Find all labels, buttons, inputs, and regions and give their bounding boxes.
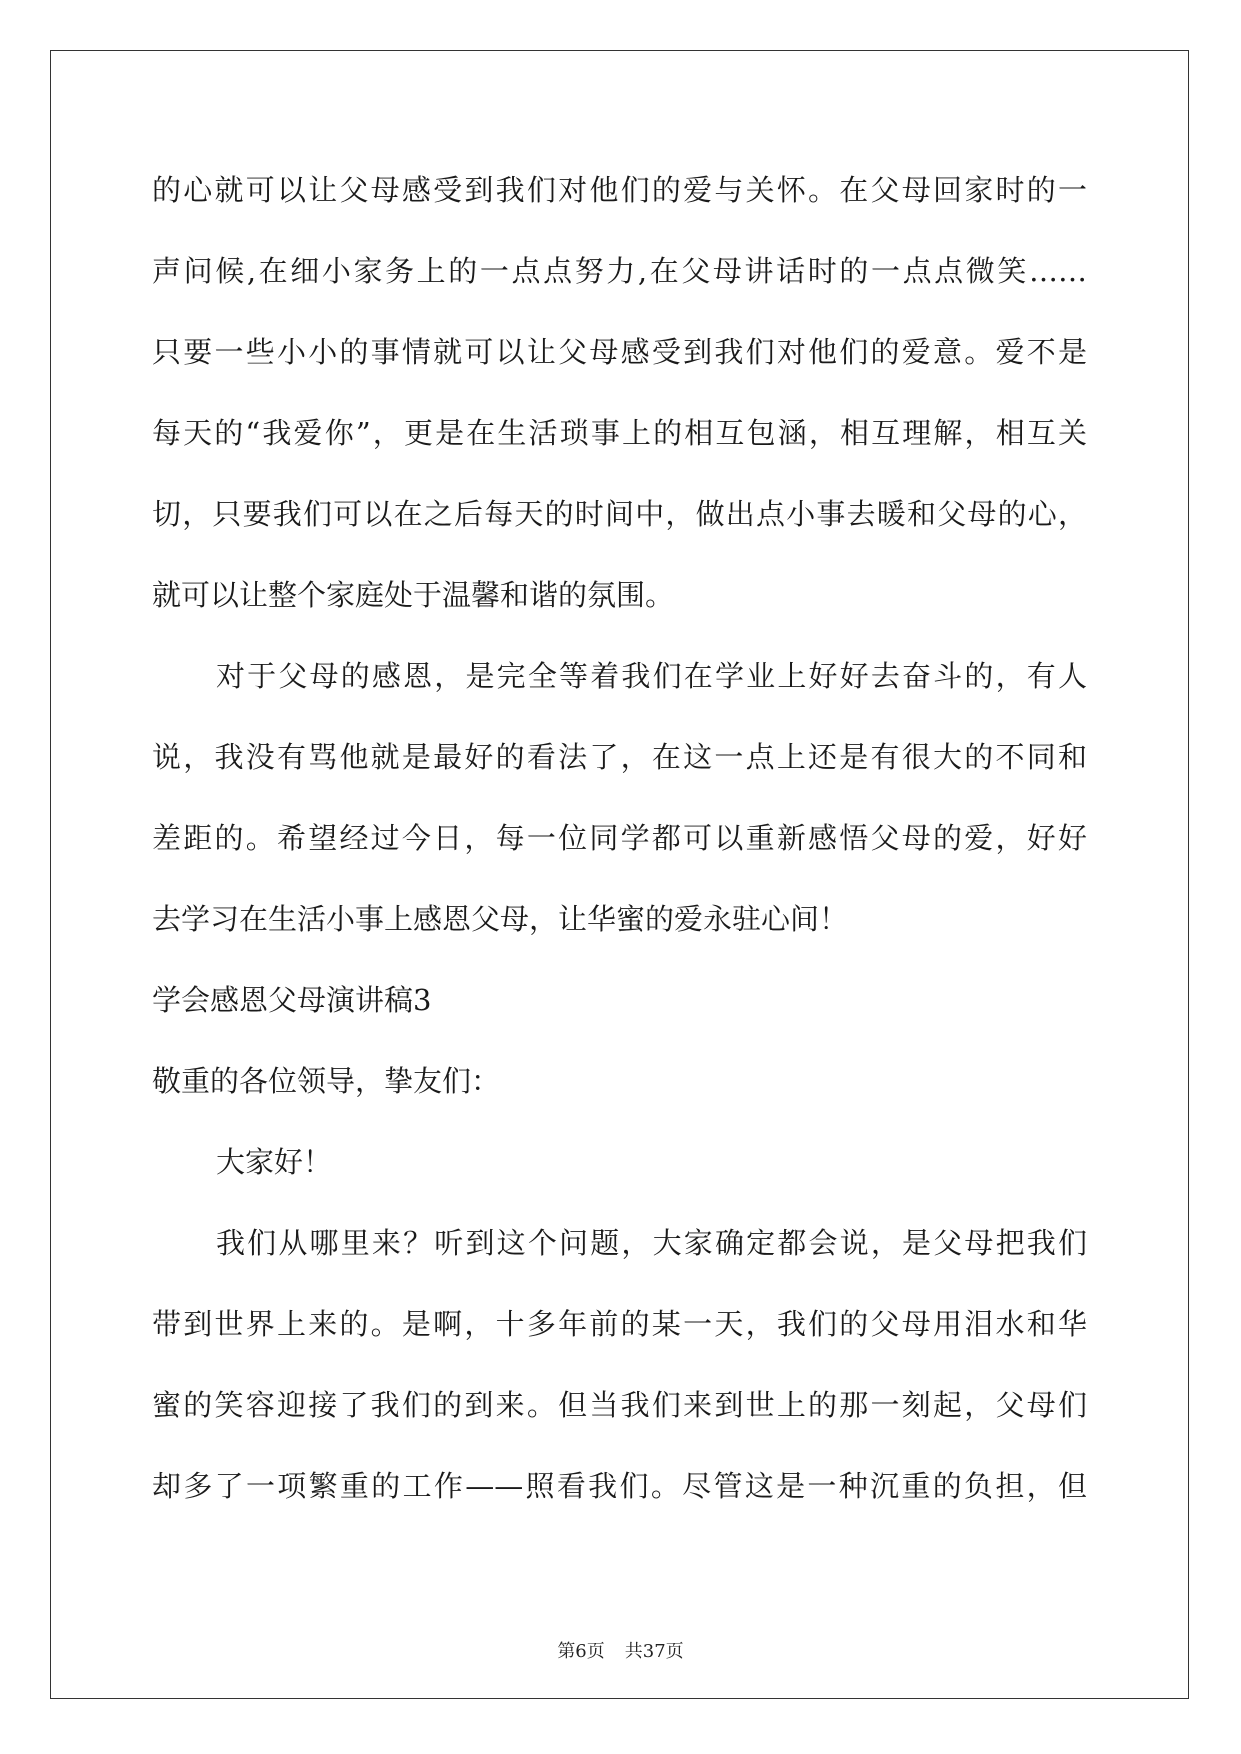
- page-total: 共37页: [624, 1641, 684, 1662]
- text-line: 说，我没有骂他就是最好的看法了，在这一点上还是有很大的不同和: [152, 740, 1087, 774]
- page-footer: [0, 1637, 1241, 1663]
- text-line: 去学习在生活小事上感恩父母，让华蜜的爱永驻心间！: [152, 902, 849, 936]
- paragraph-start-line: 对于父母的感恩，是完全等着我们在学业上好好去奋斗的，有人: [216, 659, 1087, 693]
- text-line: 切，只要我们可以在之后每天的时间中，做出点小事去暖和父母的心，: [152, 497, 1087, 531]
- text-line: 就可以让整个家庭处于温馨和谐的氛围。: [152, 578, 675, 612]
- text-line: 每天的“我爱你”，更是在生活琐事上的相互包涵，相互理解，相互关: [152, 416, 1087, 450]
- text-line: 带到世界上来的。是啊，十多年前的某一天，我们的父母用泪水和华: [152, 1307, 1087, 1341]
- text-line: 声问候,在细小家务上的一点点努力,在父母讲话时的一点点微笑……: [152, 254, 1087, 288]
- salutation-line: 敬重的各位领导，挚友们：: [152, 1064, 501, 1098]
- text-line: 的心就可以让父母感受到我们对他们的爱与关怀。在父母回家时的一: [152, 173, 1087, 207]
- paragraph-start-line: 我们从哪里来？听到这个问题，大家确定都会说，是父母把我们: [216, 1226, 1087, 1260]
- greeting-line: 大家好！: [216, 1145, 333, 1179]
- page-number: 第6页: [557, 1641, 605, 1662]
- text-line: 蜜的笑容迎接了我们的到来。但当我们来到世上的那一刻起，父母们: [152, 1388, 1087, 1422]
- text-line: 差距的。希望经过今日，每一位同学都可以重新感悟父母的爱，好好: [152, 821, 1087, 855]
- section-heading: 学会感恩父母演讲稿3: [152, 983, 432, 1017]
- document-body: [152, 158, 1087, 1535]
- text-line: 却多了一项繁重的工作——照看我们。尽管这是一种沉重的负担，但: [152, 1469, 1087, 1503]
- text-line: 只要一些小小的事情就可以让父母感受到我们对他们的爱意。爱不是: [152, 335, 1087, 369]
